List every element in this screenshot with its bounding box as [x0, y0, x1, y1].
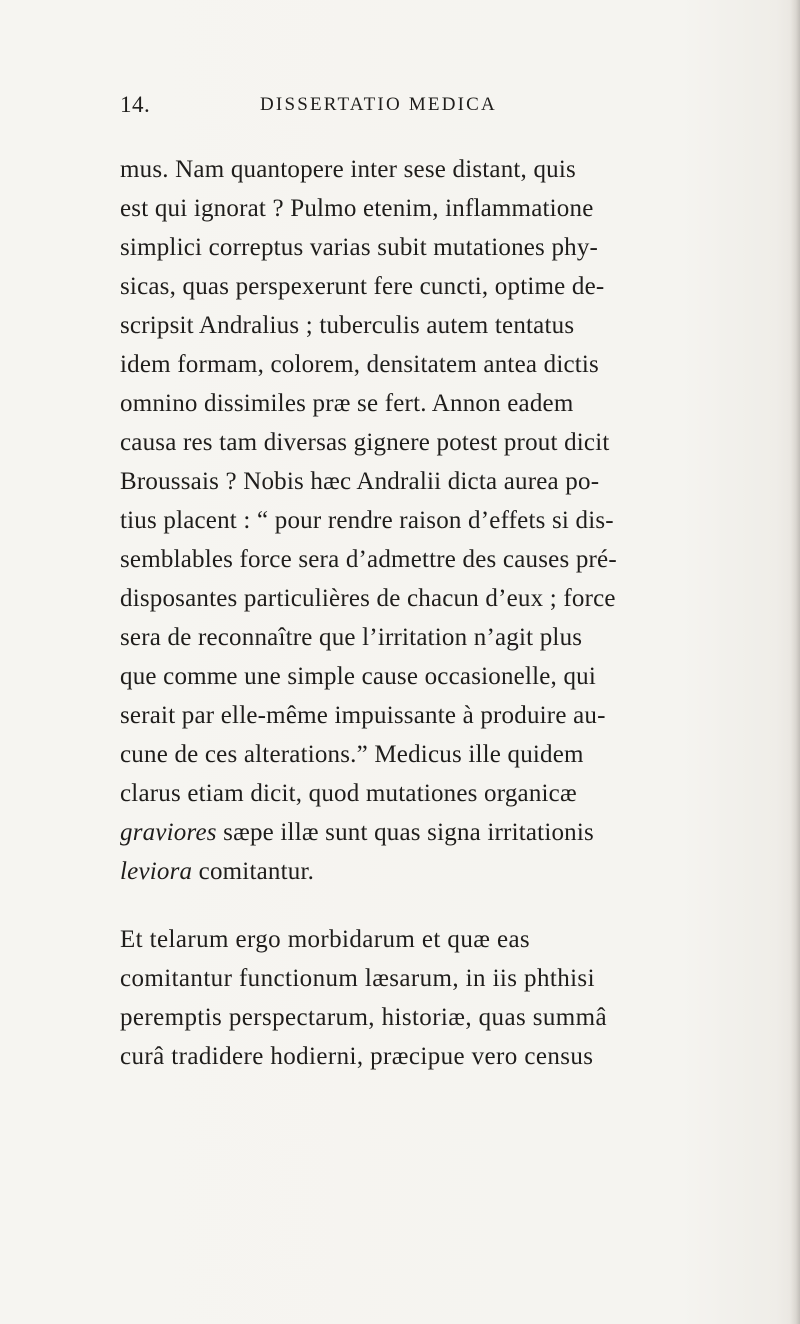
text-line: omnino dissimiles præ se fert. Annon eadem — [120, 390, 574, 417]
text-line: Broussais ? Nobis hæc Andralii dicta aurea po- — [120, 468, 600, 495]
italic-word: leviora — [120, 858, 193, 885]
paragraph-2 — [120, 920, 725, 1076]
paragraph-1 — [120, 150, 725, 891]
page-header — [120, 92, 720, 122]
text-line: sicas, quas perspexerunt fere cuncti, optime de- — [120, 273, 605, 300]
text-line: cune de ces alterations.” Medicus ille quidem — [120, 741, 584, 768]
line-text: sæpe illæ sunt quas signa irritationis — [216, 819, 594, 846]
text-line: tius placent : “ pour rendre raison d’effets si dis- — [120, 507, 614, 534]
line-text: comitantur. — [192, 858, 315, 885]
body-text — [120, 150, 725, 1076]
text-line: curâ tradidere hodierni, præcipue vero census — [120, 1043, 594, 1070]
text-line: disposantes particulières de chacun d’eux ; force — [120, 585, 616, 612]
text-line: causa res tam diversas gignere potest prout dicit — [120, 429, 610, 456]
running-head: DISSERTATIO MEDICA — [260, 94, 497, 115]
page-number: 14. — [120, 92, 151, 117]
text-line — [120, 852, 725, 891]
text-line: sera de reconnaître que l’irritation n’agit plus — [120, 624, 583, 651]
text-line: est qui ignorat ? Pulmo etenim, inflammatione — [120, 195, 594, 222]
text-line: serait par elle-même impuissante à produire au- — [120, 702, 606, 729]
text-line: scripsit Andralius ; tuberculis autem tentatus — [120, 312, 575, 339]
text-line: clarus etiam dicit, quod mutationes organicæ — [120, 780, 577, 807]
text-line: simplici correptus varias subit mutationes phy- — [120, 234, 599, 261]
text-line — [120, 813, 725, 852]
text-line: mus. Nam quantopere inter sese distant, quis — [120, 156, 576, 183]
text-line: idem formam, colorem, densitatem antea dictis — [120, 351, 599, 378]
text-line: peremptis perspectarum, historiæ, quas summâ — [120, 1004, 607, 1031]
italic-word: graviores — [120, 819, 217, 846]
text-line: que comme une simple cause occasionelle, qui — [120, 663, 596, 690]
text-line: comitantur functionum læsarum, in iis phthisi — [120, 965, 595, 992]
text-line: semblables force sera d’admettre des causes pré- — [120, 546, 617, 573]
text-line: Et telarum ergo morbidarum et quæ eas — [120, 926, 531, 953]
page-gutter-shadow — [790, 0, 800, 1324]
